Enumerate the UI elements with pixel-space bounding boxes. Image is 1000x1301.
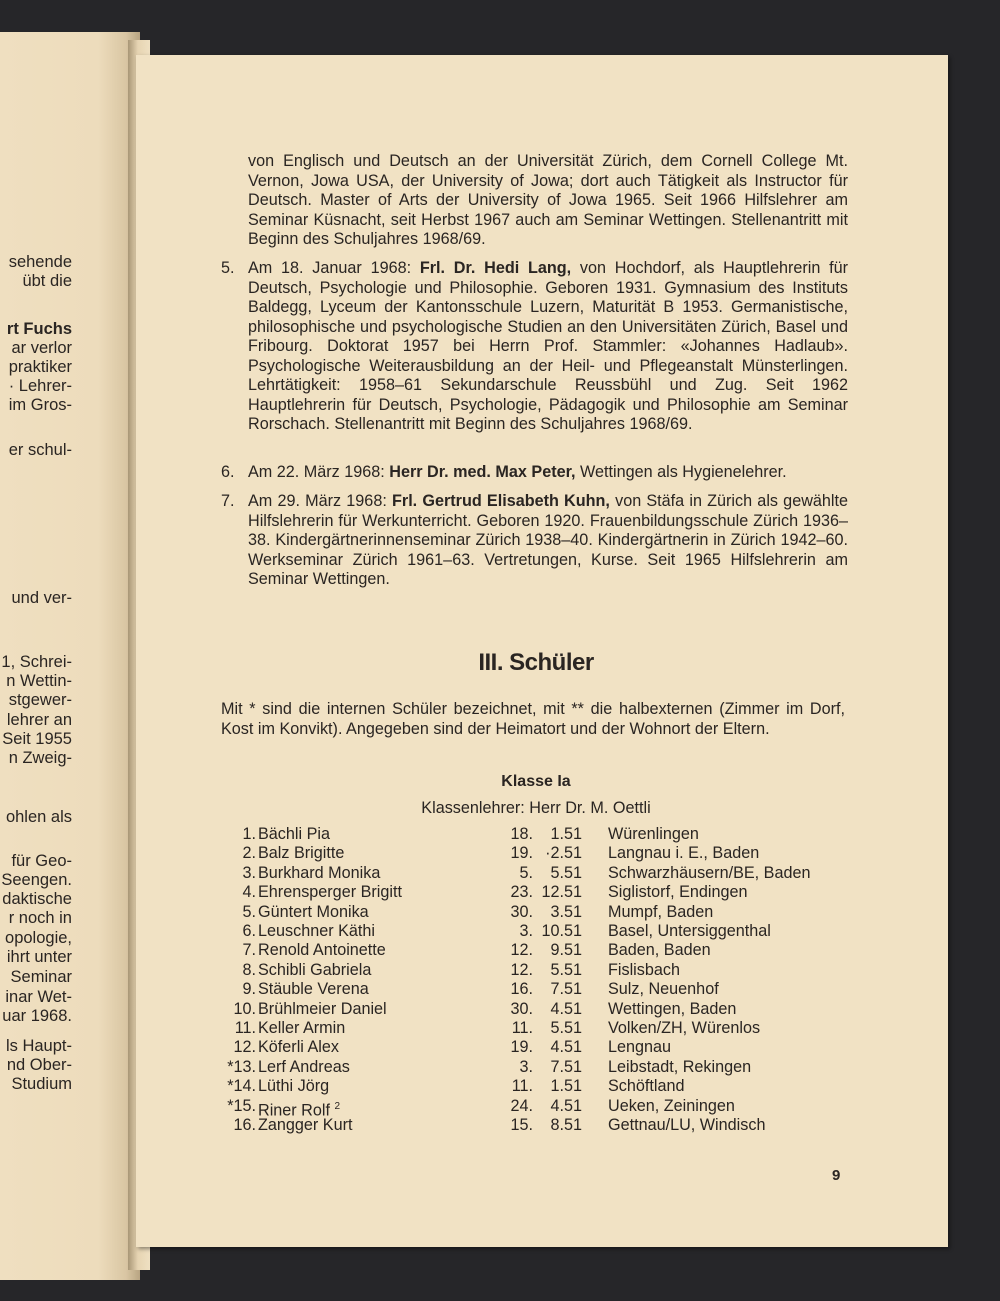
student-row: [136, 1019, 948, 1038]
birth-day: 11.: [511, 1077, 533, 1096]
birth-day: 19.: [510, 1038, 533, 1057]
student-row: [136, 903, 948, 922]
student-name: Balz Brigitte: [258, 844, 345, 863]
left-page-line: rt Fuchs: [6, 320, 72, 338]
left-page-line: n Wettin-: [6, 672, 72, 690]
left-page-line: praktiker: [8, 358, 72, 376]
left-page-edge: [0, 32, 140, 1280]
left-page-line: opologie,: [5, 929, 72, 947]
student-row: [136, 922, 948, 941]
home-place: Leibstadt, Rekingen: [608, 1057, 752, 1076]
entry-person-name: Frl. Dr. Hedi Lang,: [419, 259, 572, 277]
left-page-line: Seengen.: [1, 871, 72, 889]
birth-month: 4.: [550, 1096, 564, 1115]
home-place: Siglistorf, Endingen: [608, 883, 748, 902]
left-page-line: lehrer an: [6, 711, 72, 729]
student-name: Renold Antoinette: [258, 941, 386, 960]
student-number: 1.: [242, 825, 256, 843]
student-number: *13.: [227, 1057, 256, 1076]
intro-paragraph: Mit * sind die internen Schüler bezeichnet, mit ** die halbexternen (Zimmer im Dorf, Kost im Konvikt). Angegeben sind der Heimatort und der Wohnort der Eltern.: [221, 700, 845, 738]
birth-month: 12.: [541, 883, 564, 902]
left-page-line: er schul-: [8, 441, 72, 459]
page-number: 9: [832, 1167, 841, 1184]
student-name: Güntert Monika: [258, 902, 369, 921]
student-number: 10.: [233, 999, 256, 1018]
home-place: Ueken, Zeiningen: [608, 1096, 735, 1115]
entry-number: 5.: [221, 259, 235, 277]
entry-number: 7.: [221, 492, 235, 510]
student-number: 9.: [242, 980, 256, 999]
home-place: Sulz, Neuenhof: [608, 980, 719, 999]
birth-year: 51: [564, 902, 583, 921]
student-row: [136, 980, 948, 999]
student-row: [136, 1077, 948, 1096]
birth-year: 51: [564, 999, 583, 1018]
student-number: 3.: [242, 863, 256, 882]
birth-day: 3.: [519, 922, 533, 940]
student-name: Zangger Kurt: [258, 1116, 353, 1134]
home-place: Langnau i. E., Baden: [608, 844, 760, 863]
entry-text: [248, 259, 848, 435]
left-page-line: stgewer-: [8, 691, 72, 709]
left-page-line: · Lehrer-: [8, 377, 72, 395]
student-name: Schibli Gabriela: [258, 960, 372, 979]
student-name: Ehrensperger Brigitt: [258, 883, 402, 902]
left-page-line: daktische: [2, 890, 72, 908]
student-name: Brühlmeier Daniel: [258, 999, 387, 1018]
student-number: 12.: [233, 1038, 256, 1057]
birth-year: 51: [564, 960, 583, 979]
student-number: *15.: [227, 1096, 256, 1115]
student-number: 2.: [242, 844, 256, 863]
student-row: [136, 1000, 948, 1019]
student-number: 11.: [234, 1019, 256, 1037]
student-name: Burkhard Monika: [258, 863, 381, 882]
left-page-line: ihrt unter: [6, 948, 72, 966]
birth-year: 51: [564, 883, 583, 902]
left-page-line: übt die: [22, 272, 72, 290]
class-title: Klasse Ia: [501, 773, 571, 790]
birth-month: 1.: [550, 825, 564, 843]
birth-year: 51: [564, 825, 583, 843]
left-page-line: Studium: [11, 1075, 72, 1093]
birth-month: 8.: [550, 1116, 564, 1134]
left-page-line: Seit 1955: [2, 730, 72, 748]
birth-year: 51: [564, 1057, 583, 1076]
birth-day: 19.: [510, 844, 533, 863]
birth-month: 4.: [550, 999, 564, 1018]
left-page-line: uar 1968.: [2, 1007, 72, 1025]
entry-person-name: Frl. Gertrud Elisabeth Kuhn,: [392, 492, 610, 510]
birth-year: 51: [564, 980, 583, 999]
home-place: Lengnau: [608, 1038, 672, 1057]
student-row: [136, 1096, 948, 1119]
left-page-line: inar Wet-: [5, 988, 72, 1006]
footnote-marker: 2: [334, 1100, 341, 1112]
student-number: 16.: [233, 1116, 256, 1134]
home-place: Gettnau/LU, Windisch: [608, 1116, 766, 1134]
student-row: [136, 961, 948, 980]
home-place: Basel, Untersiggenthal: [608, 922, 771, 940]
student-row: [136, 941, 948, 960]
right-page: [136, 55, 948, 1247]
birth-year: 51: [564, 1019, 583, 1037]
birth-day: 12.: [510, 960, 533, 979]
entry-lead: Am 29. März 1968:: [248, 492, 392, 510]
birth-year: 51: [564, 863, 583, 882]
birth-day: 18.: [510, 825, 533, 843]
birth-day: 5.: [519, 863, 533, 882]
student-name: Köferli Alex: [258, 1038, 339, 1057]
entry-rest: von Stäfa in Zürich als gewählte Hilfslehrerin für Werkunterricht. Geboren 1920. Frauenbildungsschule Zürich 1936–38. Kindergärtnerinnenseminar Zürich 1938–40. Kindergärtnerin in Zürich 1942–60. Werkseminar Zürich 1961–63. Vertretungen, Kurse. Seit 1965 Hilfslehrerin am Seminar Wettingen.: [248, 492, 848, 588]
home-place: Wettingen, Baden: [608, 999, 737, 1018]
left-page-line: Seminar: [10, 968, 72, 986]
home-place: Mumpf, Baden: [608, 902, 714, 921]
entry-rest: von Hochdorf, als Hauptlehrerin für Deutsch, Psychologie und Philosophie. Geboren 1931. Gymnasium des Instituts Baldegg, Lyceum der Kantonsschule Luzern, Maturität B 1953. Germanistische, philosophische und psychologische Studien an den Universitäten Zürich, Basel und Fribourg. Doktorat 1957 bei Herrn Prof. Stammler: «Johannes Hadlaub». Psychologische Weiterausbildung an der Heil- und Pflegeanstalt Münsterlingen. Lehrtätigkeit: 1958–61 Sekundarschule Reussbühl und Zug. Seit 1962 Hauptlehrerin für Deutsch, Psychologie, Pädagogik und Philosophie am Seminar Rorschach. Stellenantritt mit Beginn des Schuljahres 1968/69.: [248, 259, 849, 433]
birth-day: 30.: [510, 999, 533, 1018]
left-page-line: im Gros-: [8, 396, 72, 414]
left-page-line: sehende: [8, 253, 72, 271]
birth-year: 51: [564, 844, 583, 863]
student-number: 4.: [242, 883, 256, 902]
student-number: 7.: [242, 941, 256, 960]
home-place: Fislisbach: [608, 960, 680, 979]
birth-year: 51: [564, 1077, 583, 1096]
birth-month: 7.: [550, 1057, 564, 1076]
left-page-line: ar verlor: [11, 339, 72, 357]
section-heading: III. Schüler: [478, 649, 594, 676]
birth-month: 5.: [550, 863, 564, 882]
birth-day: 23.: [510, 883, 533, 902]
student-name: Bächli Pia: [258, 825, 330, 843]
left-page-line: ls Haupt-: [5, 1037, 72, 1055]
birth-month: 7.: [550, 980, 564, 999]
student-row: [136, 1058, 948, 1077]
student-number: 8.: [242, 960, 256, 979]
left-page-line: 1, Schrei-: [1, 653, 72, 671]
entry-lead: Am 18. Januar 1968:: [248, 259, 420, 277]
left-page-line: und ver-: [11, 589, 72, 607]
birth-month: 5.: [550, 960, 564, 979]
student-name: Stäuble Verena: [258, 980, 369, 999]
birth-year: 51: [564, 1116, 583, 1134]
student-row: [136, 1116, 948, 1135]
birth-month: ·2.: [545, 844, 564, 863]
student-row: [136, 864, 948, 883]
student-row: [136, 844, 948, 863]
student-name: Keller Armin: [258, 1019, 346, 1037]
home-place: Baden, Baden: [608, 941, 711, 960]
birth-year: 51: [564, 922, 583, 940]
left-page-line: n Zweig-: [8, 749, 72, 767]
birth-day: 3.: [519, 1057, 533, 1076]
student-name: Leuschner Käthi: [258, 922, 375, 940]
entry-text: [248, 463, 848, 483]
birth-year: 51: [564, 1038, 583, 1057]
birth-day: 24.: [510, 1096, 533, 1115]
left-page-line: nd Ober-: [6, 1056, 72, 1074]
left-page-line: ohlen als: [5, 808, 72, 826]
class-teacher: Klassenlehrer: Herr Dr. M. Oettli: [421, 799, 651, 817]
birth-month: 4.: [550, 1038, 564, 1057]
birth-month: 1.: [550, 1077, 564, 1096]
home-place: Schöftland: [608, 1077, 685, 1096]
student-number: 5.: [242, 902, 256, 921]
home-place: Würenlingen: [608, 825, 699, 843]
student-row: [136, 883, 948, 902]
student-number: *14.: [227, 1077, 256, 1096]
entry-rest: Wettingen als Hygienelehrer.: [575, 463, 787, 481]
entry-lead: Am 22. März 1968:: [248, 463, 390, 481]
continuation-paragraph: von Englisch und Deutsch an der Universität Zürich, dem Cornell College Mt. Vernon, Jowa USA, der University of Jowa; dort auch Tätigkeit als Instructor für Deutsch. Master of Arts der University of Jowa 1965. Seit 1966 Hilfslehrer am Seminar Küsnacht, seit Herbst 1967 auch am Seminar Wettingen. Stellenantritt mit Beginn des Schuljahres 1968/69.: [248, 152, 848, 248]
birth-month: 9.: [550, 941, 564, 960]
student-name: Lüthi Jörg: [258, 1077, 330, 1096]
birth-year: 51: [564, 1096, 583, 1115]
left-page-line: r noch in: [8, 909, 72, 927]
entry-text: [248, 492, 848, 590]
student-name: Riner Rolf $^2$: [258, 1100, 341, 1119]
entry-number: 6.: [221, 463, 235, 481]
left-page-line: für Geo-: [11, 852, 72, 870]
birth-day: 16.: [510, 980, 533, 999]
student-row: [136, 825, 948, 844]
birth-month: 5.: [550, 1019, 564, 1037]
birth-day: 12.: [510, 941, 533, 960]
student-row: [136, 1038, 948, 1057]
birth-day: 11.: [511, 1019, 533, 1037]
student-number: 6.: [242, 922, 256, 940]
birth-year: 51: [564, 941, 583, 960]
entry-person-name: Herr Dr. med. Max Peter,: [389, 463, 576, 481]
birth-day: 15.: [510, 1116, 533, 1134]
home-place: Volken/ZH, Würenlos: [608, 1019, 761, 1037]
birth-month: 3.: [550, 902, 564, 921]
student-name: Lerf Andreas: [258, 1057, 350, 1076]
birth-month: 10.: [541, 922, 564, 940]
birth-day: 30.: [510, 902, 533, 921]
home-place: Schwarzhäusern/BE, Baden: [608, 863, 811, 882]
